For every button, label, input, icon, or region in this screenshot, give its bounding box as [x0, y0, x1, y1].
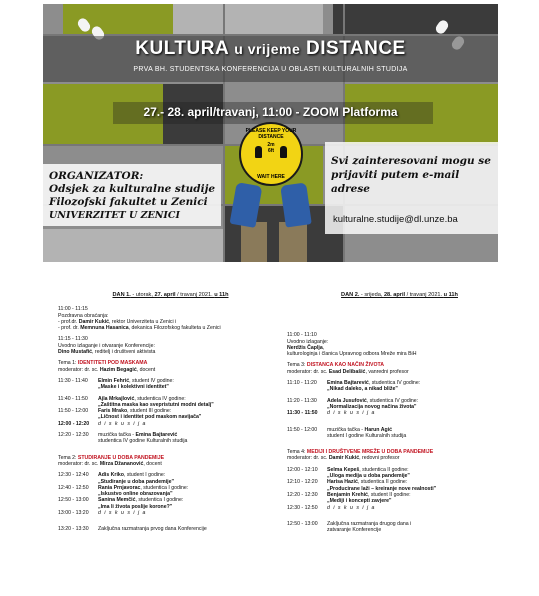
organizer-line: Filozofski fakultet u Zenici: [49, 196, 208, 208]
session-row: 12:20 - 12:30 muzička tačka - Emina Bajtarević studentica IV godine Kulturalnih studija: [58, 432, 188, 445]
topic2-block: Tema 2: STUDIRANJE U DOBA PANDEMIJE moderator: dr. sc. Mirza Džananović, docent 12:30 - 12:40 Adis Kriko, student I godine: „Studiranje u doba pandemije" 12:40 - 12:50 Rania Prnjavorac, studentica I godine: „Iskustvo online obrazovanja" 12:50 - 13:00 Sanina Memčić, studentica I godine: „Ima li života poslije korone?" 13:00 - 13:20 d i s k u s i j a: [58, 455, 283, 517]
registration-info: Svi zainteresovani mogu se prijaviti putem e-mail adrese: [331, 155, 491, 195]
day2-program: [287, 292, 512, 533]
session-row: 12:00 - 12:20 d i s k u s i j a: [58, 420, 147, 427]
event-date: 27.- 28. april/travanj, 11:00 - ZOOM Platforma: [143, 105, 398, 119]
session-row: 12:30 - 12:50 d i s k u s i j a: [287, 504, 376, 511]
topic4-block: Tema 4: MEDIJI I DRUŠTVENE MREŽE U DOBA PANDEMIJE moderator: dr. sc. Damir Kukić, redovni profesor 12:00 - 12:10 Selma Kepeš, studentica II godine: „Uloga medija u doba pandemije" 12:10 - 12:20 Harisa Hazić, studentica II godine: „Producirane laži – kreiranje nove realnosti" 12:20 - 12:30 Benjamin Krehić, student II godine: „Mediji i koncepti zavjere" 12:30 - 12:50 d i s k u s i j a: [287, 449, 512, 511]
topic3-block: Tema 3: DISTANCA KAO NAČIN ŽIVOTA moderator: dr. sc. Esad Delibašić, vanredni profesor 11:10 - 11:20 Emina Bajtarević, studentica IV godine: „Nikad daleko, a nikad bliže" 11:20 - 11:30 Adela Jusufović, studentica IV godine: „Normalizacija novog načina života" 11:30 - 11:50 d i s k u s i j a 11:50 - 12:00 muzička tačka - Harun Agić student I godine Kulturalnih studija: [287, 362, 512, 439]
day2-heading: DAN 2. - srijeda, 28. april / travanj 2021. u 11h: [341, 292, 458, 298]
sign-distance: 2m 6ft: [267, 142, 275, 154]
session-row: 11:30 - 11:50 d i s k u s i j a: [287, 410, 376, 417]
day1-program: [58, 292, 283, 533]
session-row: 12:20 - 12:30 Benjamin Krehić, student II godine: „Mediji i koncepti zavjere": [287, 491, 411, 505]
leg: [241, 222, 267, 262]
session-row: 12:00 - 12:10 Selma Kepeš, studentica II godine: „Uloga medija u doba pandemije": [287, 466, 410, 480]
intro-block: 11:15 - 11:30 Uvodno izlaganje i otvaranje Konferencije: Dino Mustafić, reditelj i društveni aktivista: [58, 336, 156, 356]
poster-title: KULTURA u vrijeme DISTANCE: [135, 38, 406, 59]
poster-subtitle: PRVA BH. STUDENTSKA KONFERENCIJA U OBLASTI KULTURALNIH STUDIJA: [133, 66, 408, 73]
contact-email[interactable]: kulturalne.studije@dl.unze.ba: [333, 214, 458, 225]
session-row: 12:30 - 12:40 Adis Kriko, student I godine: „Studiranje u doba pandemije": [58, 472, 174, 485]
topic1-block: Tema 1: IDENTITETI POD MASKAMA moderator: dr. sc. Hazim Begagić, docent 11:30 - 11:40 Elmin Fehrić, student IV godine: „Maske i kolektivni identitet" 11:40 - 11:50 Ajla Mrkajlović, studentica IV godine: „Zaštitna maska kao svepristutni modni detalj" 11:50 - 12:00 Faris Mrako, student III godine: „Ličnost i identitet pod maskom navijača" 12:00 - 12:20 d i s k u s i j a 12:20 - 12:30 muzička tačka - Emina Bajtarević studentica IV godine Kulturalnih studija: [58, 360, 283, 444]
session-row: 11:30 - 11:40 Elmin Fehrić, student IV godine: „Maske i kolektivni identitet": [58, 377, 174, 391]
leg: [279, 222, 307, 262]
floor-tile: [43, 229, 223, 262]
session-row: 11:40 - 11:50 Ajla Mrkajlović, studentica IV godine: „Zaštitna maska kao svepristutni modni detalj": [58, 395, 214, 408]
session-row: 11:10 - 11:20 Emina Bajtarević, studentica IV godine: „Nikad daleko, a nikad bliže": [287, 380, 421, 393]
day1-heading: DAN 1. - utorak, 27. april / travanj 2021. u 11h: [112, 292, 229, 298]
keep-distance-sign: [239, 122, 303, 186]
session-row: 11:20 - 11:30 Adela Jusufović, studentica IV godine: „Normalizacija novog načina života": [287, 397, 419, 410]
session-row: 11:50 - 12:00 Faris Mrako, student III godine: „Ličnost i identitet pod maskom navijača": [58, 408, 202, 421]
floor-tile: [173, 4, 323, 34]
organizer-label: ORGANIZATOR:: [49, 170, 144, 182]
session-row: 12:40 - 12:50 Rania Prnjavorac, studentica I godine: „Iskustvo online obrazovanja": [58, 484, 189, 498]
organizer-line: Odsjek za kulturalne studije: [49, 183, 216, 195]
session-row: 13:00 - 13:20 d i s k u s i j a: [58, 510, 147, 517]
organizer-block: [49, 170, 219, 222]
floor-tile: [333, 4, 498, 34]
session-row: 11:50 - 12:00 muzička tačka - Harun Agić student I godine Kulturalnih studija: [287, 426, 407, 439]
closing-row: 13:20 - 13:30 Zaključna razmatranja prvog dana Konferencije: [58, 526, 207, 533]
organizer-line: UNIVERZITET U ZENICI: [49, 210, 180, 221]
sign-top-text: PLEASE KEEP YOUR DISTANCE: [245, 128, 297, 140]
closing-row: 12:50 - 13:00 Zaključna razmatranja drugog dana i zatvaranje Konferencije: [287, 520, 412, 534]
session-row: 12:50 - 13:00 Sanina Memčić, studentica I godine: „Ima li života poslije korone?": [58, 497, 184, 510]
opening-block: 11:00 - 11:15 Pozdravna obraćanja: - prof.dr. Damir Kukić, rektor Univerziteta u Zenici i - prof. dr. Memnuna Hasanica, dekanica Filozofskog fakulteta u Zenici: [58, 306, 221, 332]
session-row: 12:10 - 12:20 Harisa Hazić, studentica II godine: „Producirane laži – kreiranje nove realnosti": [287, 479, 437, 492]
conference-poster: [43, 4, 498, 262]
sign-bottom-text: WAIT HERE: [257, 174, 285, 180]
intro-block: 11:00 - 11:10 Uvodno izlaganje: Nerdžis Čaplja, kulturologinja i članica Upravnog odbora Mreže mira BiH: [287, 332, 417, 358]
